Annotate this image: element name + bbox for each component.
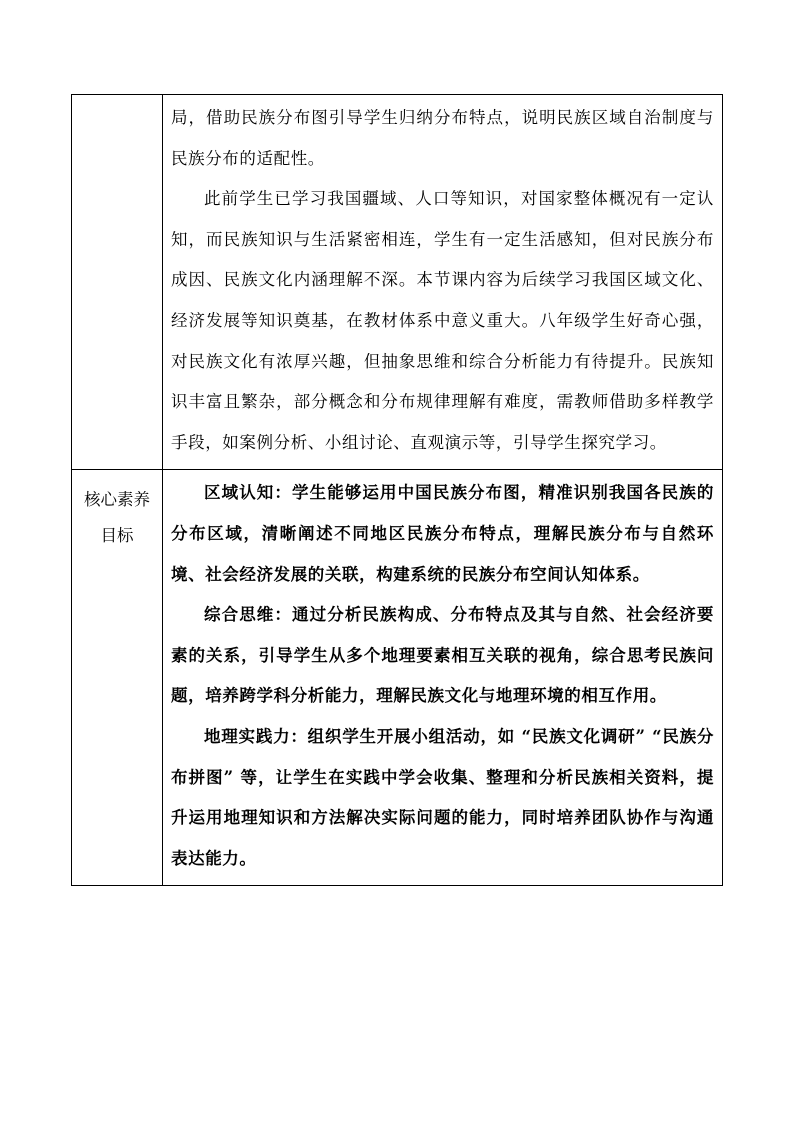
paragraph-continuation: 局，借助民族分布图引导学生归纳分布特点，说明民族区域自治制度与民族分布的适配性。 [171, 108, 714, 168]
analysis-content-cell [163, 95, 723, 470]
core-literacy-content-cell [163, 470, 723, 886]
table-row [72, 470, 723, 886]
table-row [72, 95, 723, 470]
lesson-plan-table [71, 94, 723, 886]
core-literacy-label-line1: 核心素养 [84, 490, 150, 510]
core-literacy-label-line2: 目标 [100, 526, 134, 546]
core-literacy-label-cell [72, 470, 163, 886]
paragraph-regional-cognition: 区域认知：学生能够运用中国民族分布图，精准识别我国各民族的分布区域，清晰阐述不同地区民族分布特点，理解民族分布与自然环境、社会经济发展的关联，构建系统的民族分布空间认知体系。 [171, 483, 714, 584]
paragraph-student-analysis: 此前学生已学习我国疆域、人口等知识，对国家整体概况有一定认知，而民族知识与生活紧密相连，学生有一定生活感知，但对民族分布成因、民族文化内涵理解不深。本节课内容为后续学习我国区域文化、经济发展等知识奠基，在教材体系中意义重大。八年级学生好奇心强，对民族文化有浓厚兴趣，但抽象思维和综合分析能力有待提升。民族知识丰富且繁杂，部分概念和分布规律理解有难度，需教师借助多样教学手段，如案例分析、小组讨论、直观演示等，引导学生探究学习。 [171, 189, 714, 452]
paragraph-comprehensive-thinking: 综合思维：通过分析民族构成、分布特点及其与自然、社会经济要素的关系，引导学生从多个地理要素相互关联的视角，综合思考民族问题，培养跨学科分析能力，理解民族文化与地理环境的相互作用。 [171, 605, 714, 706]
paragraph-geographic-practice: 地理实践力：组织学生开展小组活动，如 “民族文化调研” “民族分布拼图” 等，让学生在实践中学会收集、整理和分析民族相关资料，提升运用地理知识和方法解决实际问题的能力，同时培养团队协作与沟通表达能力。 [171, 726, 714, 868]
row-label-empty [72, 95, 163, 470]
